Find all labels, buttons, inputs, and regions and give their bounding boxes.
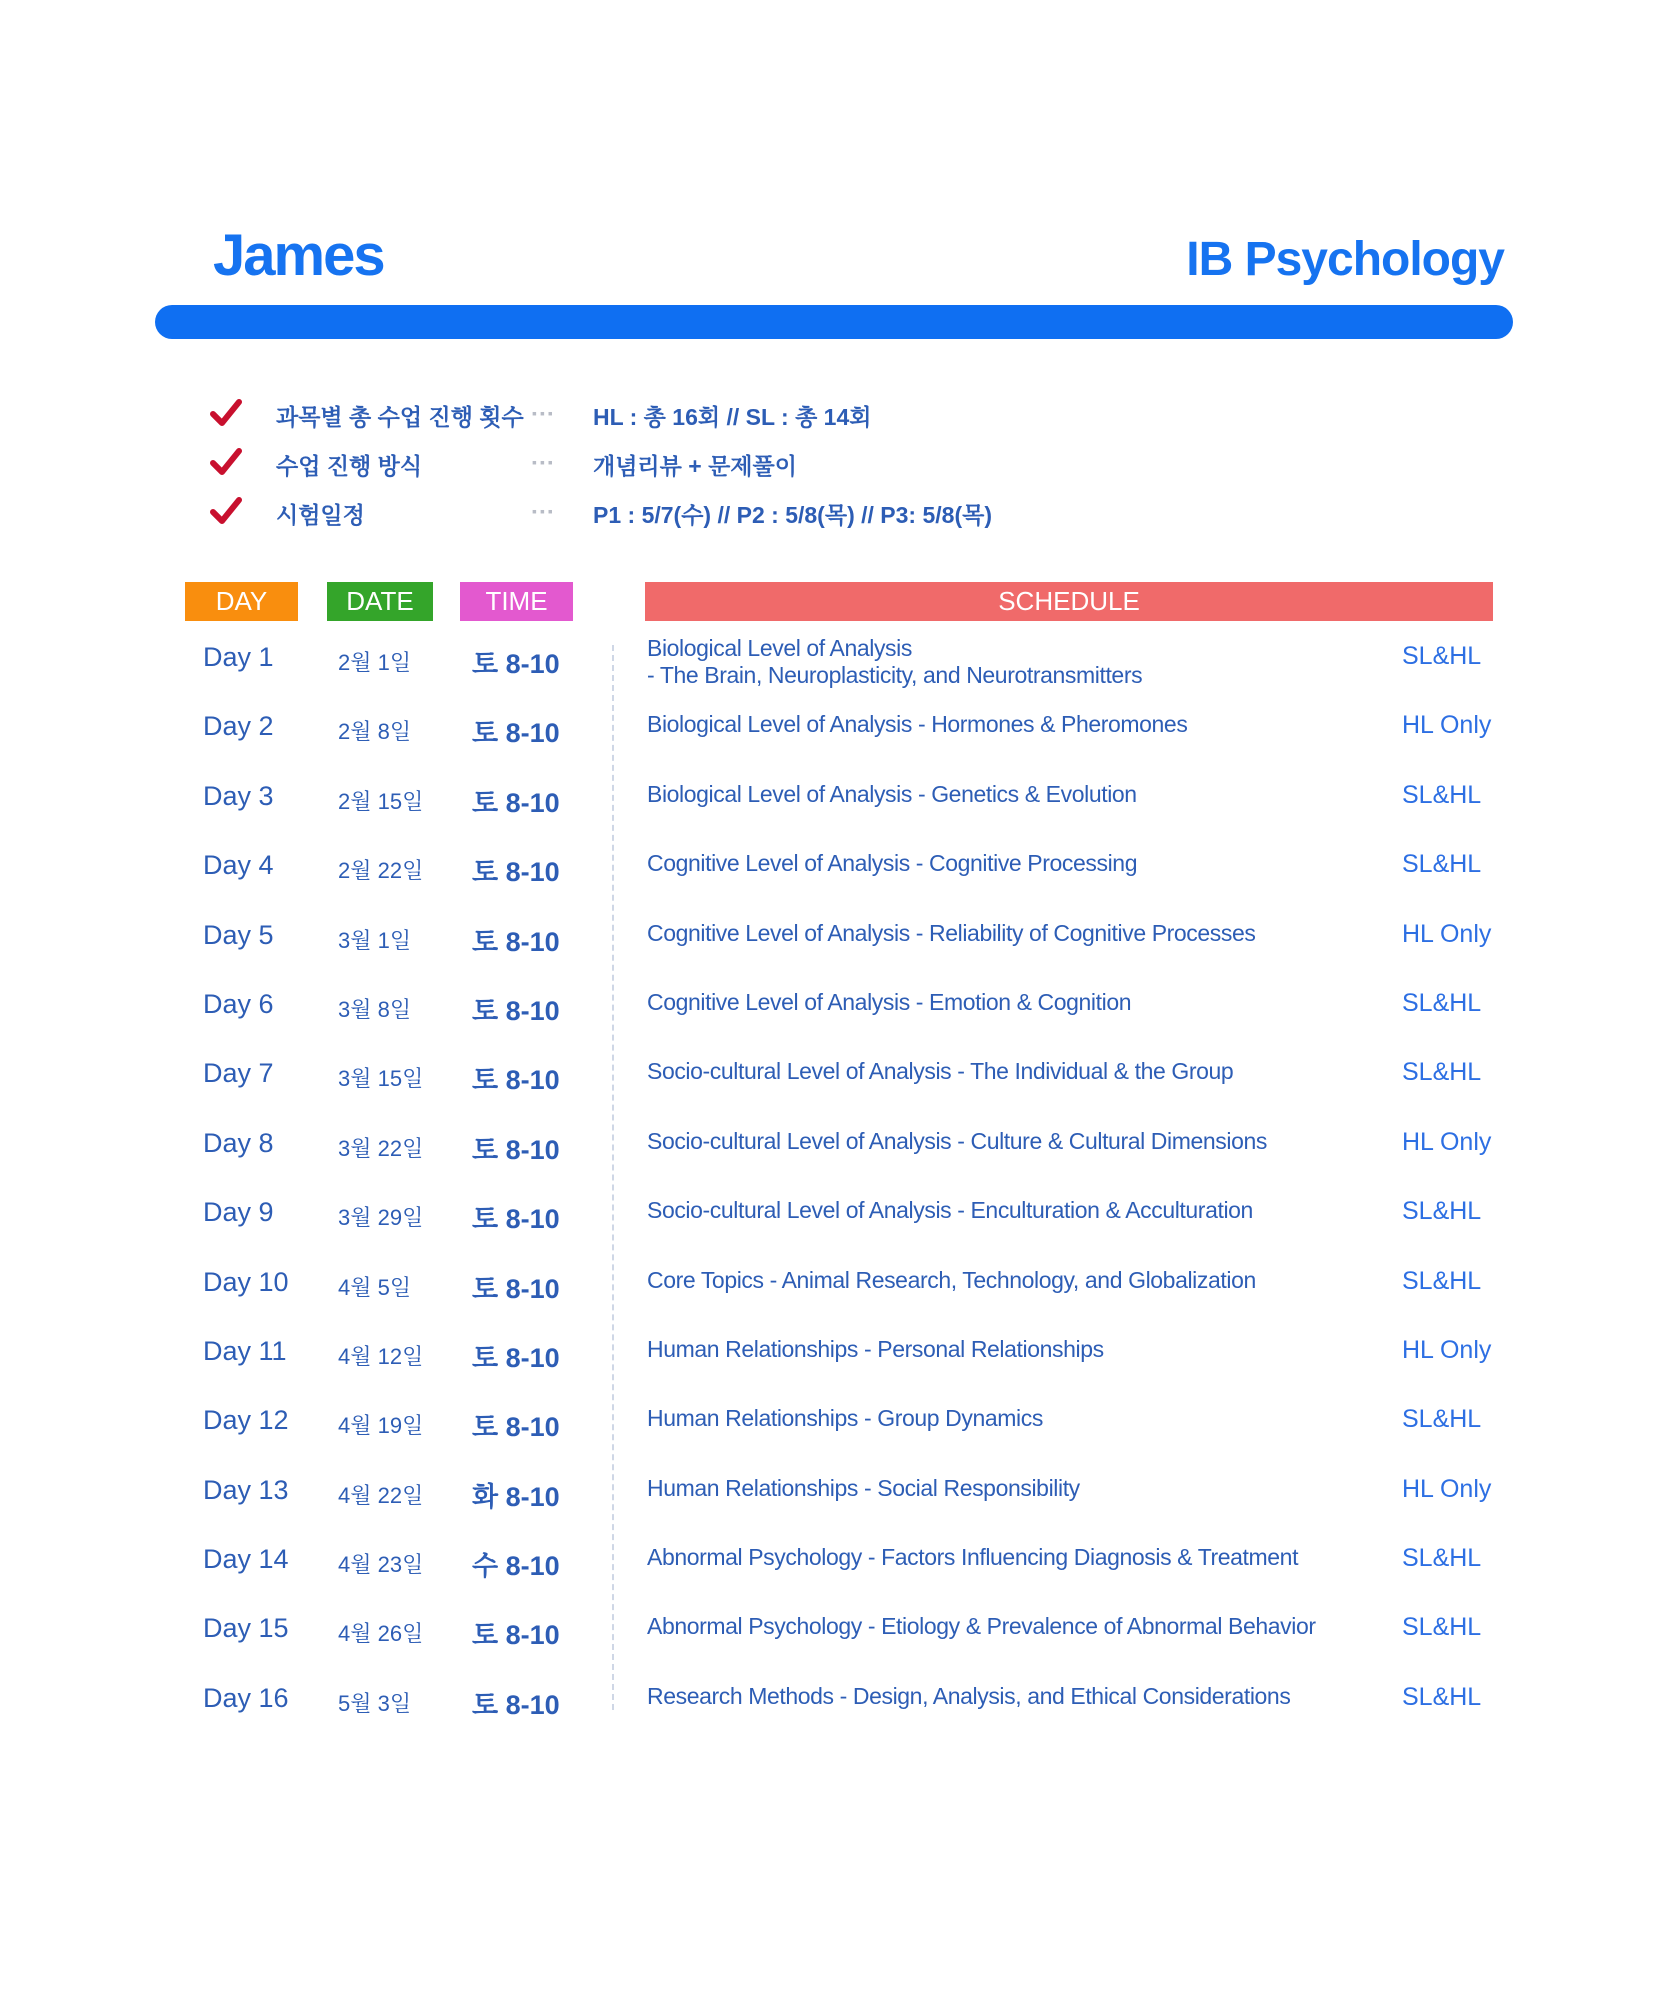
time-cell: 토 8-10 bbox=[472, 1342, 560, 1373]
schedule-cell bbox=[647, 920, 1387, 947]
time-column-header: TIME bbox=[460, 582, 573, 621]
table-row bbox=[0, 1663, 1654, 1732]
time-cell: 토 8-10 bbox=[472, 787, 560, 818]
schedule-topic: Human Relationships - Personal Relationships bbox=[647, 1335, 1104, 1362]
level-cell: SL&HL bbox=[1402, 1544, 1482, 1573]
level-cell: SL&HL bbox=[1402, 1682, 1482, 1711]
table-row bbox=[0, 1038, 1654, 1107]
info-section bbox=[210, 393, 1210, 540]
level-cell: SL&HL bbox=[1402, 642, 1482, 670]
day-cell: Day 16 bbox=[203, 1682, 289, 1713]
schedule-table bbox=[0, 622, 1654, 1732]
date-cell: 5월 3일 bbox=[338, 1690, 412, 1716]
time-cell: 토 8-10 bbox=[472, 1689, 560, 1720]
info-row bbox=[210, 491, 1210, 540]
day-cell: Day 15 bbox=[203, 1613, 289, 1644]
schedule-topic: Research Methods - Design, Analysis, and Ethical Considerations bbox=[647, 1682, 1291, 1709]
day-cell: Day 13 bbox=[203, 1474, 289, 1505]
level-cell: HL Only bbox=[1402, 1335, 1492, 1364]
time-cell: 토 8-10 bbox=[472, 718, 560, 749]
table-row bbox=[0, 1247, 1654, 1316]
level-cell: HL Only bbox=[1402, 711, 1492, 740]
info-value: HL : 총 16회 // SL : 총 14회 bbox=[593, 404, 872, 430]
day-cell: Day 7 bbox=[203, 1058, 274, 1089]
schedule-topic: Socio-cultural Level of Analysis - Enculturation & Acculturation bbox=[647, 1197, 1253, 1224]
date-cell: 4월 23일 bbox=[338, 1552, 424, 1578]
date-cell: 2월 15일 bbox=[338, 788, 424, 814]
day-cell: Day 2 bbox=[203, 711, 274, 742]
info-value: 개념리뷰 + 문제풀이 bbox=[593, 453, 797, 479]
level-cell: SL&HL bbox=[1402, 1197, 1482, 1226]
time-cell: 토 8-10 bbox=[472, 1065, 560, 1096]
time-cell: 토 8-10 bbox=[472, 1204, 560, 1235]
day-cell: Day 5 bbox=[203, 919, 274, 950]
info-separator: ▪▪▪ bbox=[532, 503, 556, 519]
table-row bbox=[0, 691, 1654, 760]
info-label: 시험일정 bbox=[276, 502, 365, 528]
table-row bbox=[0, 1455, 1654, 1524]
info-value: P1 : 5/7(수) // P2 : 5/8(목) // P3: 5/8(목) bbox=[593, 502, 992, 528]
info-row bbox=[210, 442, 1210, 491]
schedule-column-header: SCHEDULE bbox=[645, 582, 1493, 621]
date-cell: 2월 1일 bbox=[338, 650, 412, 675]
date-cell: 3월 8일 bbox=[338, 996, 412, 1022]
table-row bbox=[0, 969, 1654, 1038]
day-cell: Day 6 bbox=[203, 988, 274, 1019]
day-cell: Day 14 bbox=[203, 1544, 289, 1575]
day-cell: Day 9 bbox=[203, 1197, 274, 1228]
schedule-cell bbox=[647, 1475, 1387, 1502]
schedule-topic: Cognitive Level of Analysis - Cognitive Processing bbox=[647, 850, 1138, 877]
day-cell: Day 11 bbox=[203, 1335, 287, 1366]
schedule-cell bbox=[647, 635, 1387, 689]
date-cell: 3월 1일 bbox=[338, 927, 412, 953]
table-row bbox=[0, 900, 1654, 969]
date-cell: 4월 5일 bbox=[338, 1274, 412, 1300]
schedule-cell bbox=[647, 989, 1387, 1016]
schedule-cell bbox=[647, 1336, 1387, 1363]
day-cell: Day 12 bbox=[203, 1405, 289, 1436]
date-cell: 2월 22일 bbox=[338, 858, 424, 884]
level-cell: SL&HL bbox=[1402, 780, 1482, 809]
info-label: 수업 진행 방식 bbox=[276, 453, 423, 479]
schedule-cell bbox=[647, 1197, 1387, 1224]
schedule-cell bbox=[647, 1544, 1387, 1571]
schedule-topic: Abnormal Psychology - Factors Influencing Diagnosis & Treatment bbox=[647, 1544, 1299, 1571]
level-cell: SL&HL bbox=[1402, 1266, 1482, 1295]
schedule-topic: Human Relationships - Group Dynamics bbox=[647, 1405, 1043, 1432]
table-row bbox=[0, 761, 1654, 830]
schedule-topic: Socio-cultural Level of Analysis - The Individual & the Group bbox=[647, 1058, 1234, 1085]
level-cell: SL&HL bbox=[1402, 988, 1482, 1017]
schedule-topic: Biological Level of Analysis - Hormones & Pheromones bbox=[647, 711, 1188, 738]
day-cell: Day 1 bbox=[203, 642, 274, 672]
table-row bbox=[0, 1177, 1654, 1246]
instructor-name: James bbox=[213, 223, 384, 288]
table-row bbox=[0, 1593, 1654, 1662]
table-row bbox=[0, 622, 1654, 691]
table-row bbox=[0, 1108, 1654, 1177]
schedule-topic: Biological Level of Analysis bbox=[647, 635, 912, 661]
date-cell: 3월 22일 bbox=[338, 1135, 424, 1161]
time-cell: 토 8-10 bbox=[472, 1412, 560, 1443]
level-cell: HL Only bbox=[1402, 1127, 1492, 1156]
level-cell: SL&HL bbox=[1402, 1058, 1482, 1087]
schedule-cell bbox=[647, 1267, 1387, 1294]
date-cell: 4월 22일 bbox=[338, 1482, 424, 1508]
day-cell: Day 8 bbox=[203, 1127, 274, 1158]
level-cell: SL&HL bbox=[1402, 1405, 1482, 1434]
schedule-topic: Abnormal Psychology - Etiology & Prevalence of Abnormal Behavior bbox=[647, 1613, 1316, 1640]
time-cell: 토 8-10 bbox=[472, 649, 560, 679]
info-row bbox=[210, 393, 1210, 442]
schedule-cell bbox=[647, 1128, 1387, 1155]
day-column-header: DAY bbox=[185, 582, 298, 621]
schedule-topic: Socio-cultural Level of Analysis - Culture & Cultural Dimensions bbox=[647, 1127, 1267, 1154]
date-cell: 3월 29일 bbox=[338, 1205, 424, 1231]
info-label: 과목별 총 수업 진행 횟수 bbox=[276, 404, 524, 430]
level-cell: HL Only bbox=[1402, 1474, 1492, 1503]
level-cell: SL&HL bbox=[1402, 850, 1482, 879]
time-cell: 토 8-10 bbox=[472, 857, 560, 888]
level-cell: SL&HL bbox=[1402, 1613, 1482, 1642]
date-cell: 2월 8일 bbox=[338, 719, 412, 745]
checkmark-icon bbox=[210, 446, 242, 478]
level-cell: HL Only bbox=[1402, 919, 1492, 948]
schedule-topic: Cognitive Level of Analysis - Reliability of Cognitive Processes bbox=[647, 919, 1256, 946]
schedule-topic: Biological Level of Analysis - Genetics & Evolution bbox=[647, 780, 1137, 807]
checkmark-icon bbox=[210, 397, 242, 429]
header-divider-bar bbox=[155, 305, 1513, 339]
table-row bbox=[0, 1385, 1654, 1454]
info-separator: ▪▪▪ bbox=[532, 454, 556, 470]
table-row bbox=[0, 1316, 1654, 1385]
schedule-cell bbox=[647, 781, 1387, 808]
schedule-cell bbox=[647, 1058, 1387, 1085]
table-row bbox=[0, 1524, 1654, 1593]
schedule-cell bbox=[647, 1683, 1387, 1710]
date-cell: 4월 12일 bbox=[338, 1343, 424, 1369]
time-cell: 토 8-10 bbox=[472, 1134, 560, 1165]
time-cell: 토 8-10 bbox=[472, 1273, 560, 1304]
time-cell: 토 8-10 bbox=[472, 1620, 560, 1651]
schedule-cell bbox=[647, 711, 1387, 738]
schedule-topic: Cognitive Level of Analysis - Emotion & Cognition bbox=[647, 988, 1132, 1015]
schedule-cell bbox=[647, 1405, 1387, 1432]
schedule-cell bbox=[647, 1613, 1387, 1640]
date-cell: 3월 15일 bbox=[338, 1066, 424, 1092]
schedule-topic: Core Topics - Animal Research, Technology, and Globalization bbox=[647, 1266, 1256, 1293]
table-row bbox=[0, 830, 1654, 899]
schedule-topic: Human Relationships - Social Responsibility bbox=[647, 1474, 1080, 1501]
date-column-header: DATE bbox=[327, 582, 433, 621]
time-cell: 수 8-10 bbox=[472, 1551, 560, 1582]
schedule-cell bbox=[647, 850, 1387, 877]
time-cell: 토 8-10 bbox=[472, 926, 560, 957]
time-cell: 토 8-10 bbox=[472, 995, 560, 1026]
date-cell: 4월 26일 bbox=[338, 1621, 424, 1647]
info-separator: ▪▪▪ bbox=[532, 405, 556, 421]
time-cell: 화 8-10 bbox=[472, 1481, 560, 1512]
day-cell: Day 3 bbox=[203, 780, 274, 811]
date-cell: 4월 19일 bbox=[338, 1413, 424, 1439]
day-cell: Day 10 bbox=[203, 1266, 289, 1297]
schedule-subtopic: - The Brain, Neuroplasticity, and Neurotransmitters bbox=[647, 662, 1143, 688]
checkmark-icon bbox=[210, 495, 242, 527]
subject-title: IB Psychology bbox=[1186, 233, 1504, 286]
day-cell: Day 4 bbox=[203, 850, 274, 881]
